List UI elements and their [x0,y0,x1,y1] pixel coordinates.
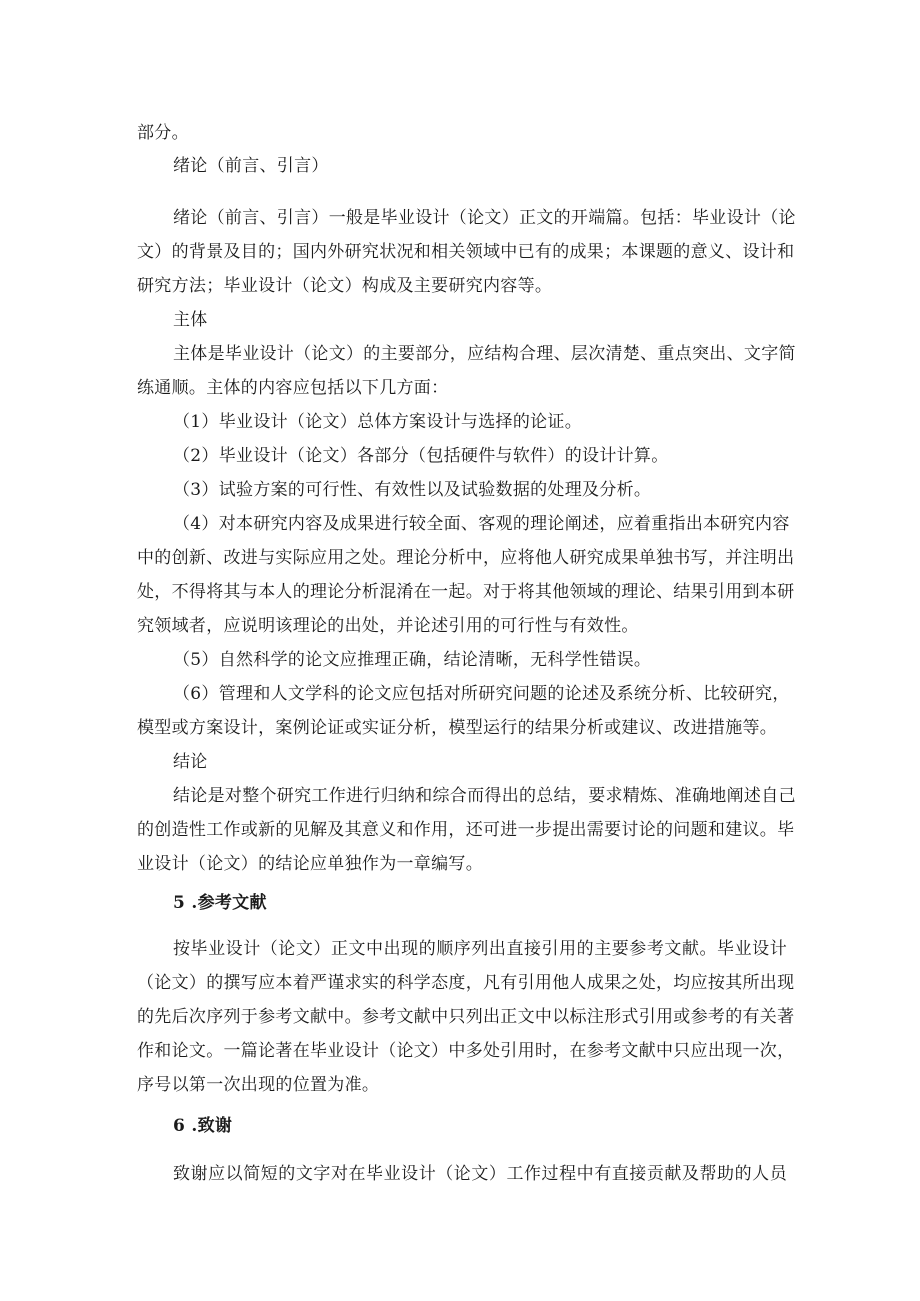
list-item-line: （5）自然科学的论文应推理正确，结论清晰，无科学性错误。 [173,650,652,670]
paragraph-line: （论文）的撰写应本着严谨求实的科学态度，凡有引用他人成果之处，均应按其所出现 [137,973,795,993]
section-heading-acknowledgements: 6 .致谢 [173,1116,233,1136]
section-heading-references: 5 .参考文献 [173,893,267,913]
paragraph-line: 处，不得将其与本人的理论分析混淆在一起。对于将其他领域的理论、结果引用到本研 [137,582,795,602]
paragraph-line: 序号以第一次出现的位置为准。 [137,1075,380,1095]
paragraph-line: 部分。 [137,123,189,143]
paragraph-line: 文）的背景及目的；国内外研究状况和相关领域中已有的成果；本课题的意义、设计和 [137,242,795,262]
list-item-line: （1）毕业设计（论文）总体方案设计与选择的论证。 [173,412,583,432]
paragraph-line: 究领域者，应说明该理论的出处，并论述引用的可行性与有效性。 [137,616,639,636]
paragraph-line: 的创造性工作或新的见解及其意义和作用，还可进一步提出需要讨论的问题和建议。毕 [137,820,795,840]
section-heading-conclusion: 结论 [173,752,208,772]
section-heading-main-body: 主体 [173,310,208,330]
paragraph-line: 结论是对整个研究工作进行归纳和综合而得出的总结，要求精炼、准确地阐述自己 [173,786,796,806]
list-item-line: （4）对本研究内容及成果进行较全面、客观的理论阐述，应着重指出本研究内容 [173,514,790,534]
paragraph-line: 按毕业设计（论文）正文中出现的顺序列出直接引用的主要参考文献。毕业设计 [173,939,787,959]
list-item-line: （3）试验方案的可行性、有效性以及试验数据的处理及分析。 [173,480,652,500]
list-item-line: （2）毕业设计（论文）各部分（包括硬件与软件）的设计计算。 [173,446,669,466]
paragraph-line: 的先后次序列于参考文献中。参考文献中只列出正文中以标注形式引用或参考的有关著 [137,1007,795,1027]
paragraph-line: 模型或方案设计，案例论证或实证分析，模型运行的结果分析或建议、改进措施等。 [137,718,778,738]
paragraph-line: 业设计（论文）的结论应单独作为一章编写。 [137,854,483,874]
list-item-line: （6）管理和人文学科的论文应包括对所研究问题的论述及系统分析、比较研究， [173,684,790,704]
section-heading-introduction: 绪论（前言、引言） [173,156,329,176]
paragraph-line: 绪论（前言、引言）一般是毕业设计（论文）正文的开端篇。包括：毕业设计（论 [173,208,796,228]
paragraph-line: 作和论文。一篇论著在毕业设计（论文）中多处引用时，在参考文献中只应出现一次， [137,1041,795,1061]
paragraph-line: 中的创新、改进与实际应用之处。理论分析中，应将他人研究成果单独书写，并注明出 [137,548,795,568]
paragraph-line: 练通顺。主体的内容应包括以下几方面： [137,378,449,398]
paragraph-line: 主体是毕业设计（论文）的主要部分，应结构合理、层次清楚、重点突出、文字简 [173,344,796,364]
paragraph-line: 研究方法；毕业设计（论文）构成及主要研究内容等。 [137,276,553,296]
paragraph-line: 致谢应以简短的文字对在毕业设计（论文）工作过程中有直接贡献及帮助的人员 [173,1164,787,1184]
